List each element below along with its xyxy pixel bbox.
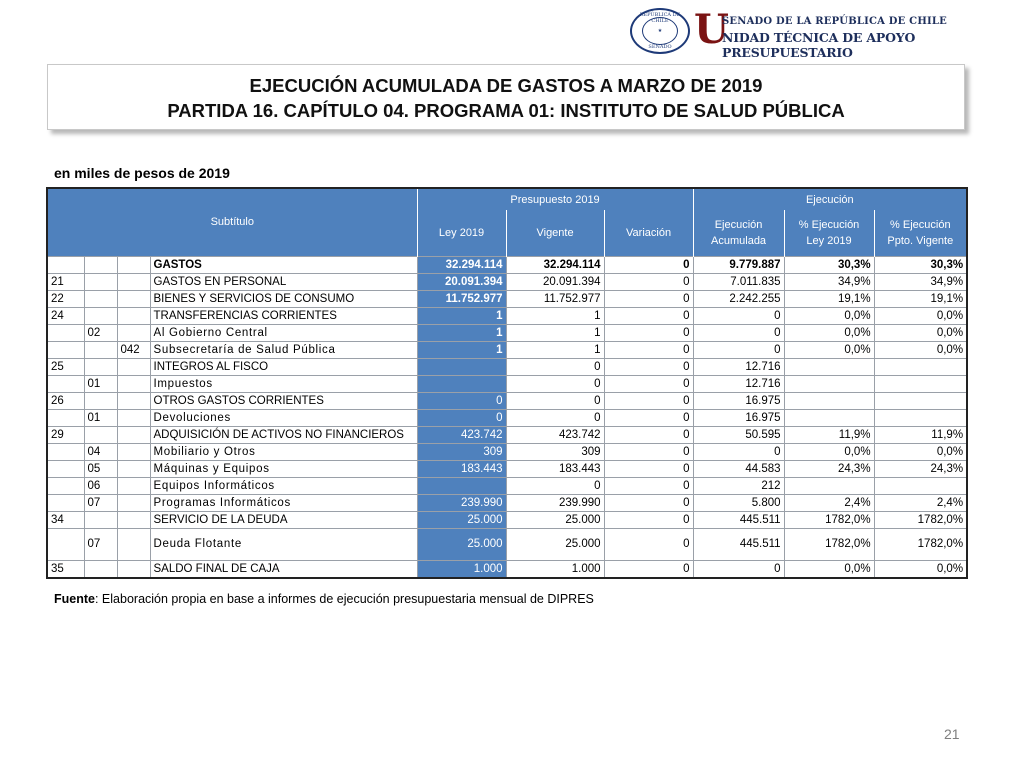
cell-ley: 1 (417, 307, 506, 324)
cell-denominacion: Al Gobierno Central (150, 324, 417, 341)
cell-vigente: 25.000 (506, 528, 604, 560)
cell-item: 02 (84, 324, 117, 341)
cell-pct-ley: 0,0% (784, 341, 874, 358)
cell-subtitulo: 29 (47, 426, 84, 443)
cell-subtitulo (47, 256, 84, 273)
cell-variacion: 0 (604, 273, 693, 290)
cell-asignacion: 042 (117, 341, 150, 358)
table-row (47, 256, 967, 273)
cell-subtitulo: 24 (47, 307, 84, 324)
cell-pct-vigente (874, 375, 967, 392)
seal-bottom-text: SENADO (648, 44, 672, 50)
cell-pct-vigente (874, 409, 967, 426)
cell-pct-ley: 19,1% (784, 290, 874, 307)
cell-ley: 1 (417, 341, 506, 358)
cell-denominacion: SALDO FINAL DE CAJA (150, 560, 417, 578)
cell-vigente: 1 (506, 341, 604, 358)
cell-item: 01 (84, 409, 117, 426)
header-presupuesto: Presupuesto 2019 (417, 188, 693, 210)
cell-pct-vigente: 30,3% (874, 256, 967, 273)
cell-item (84, 273, 117, 290)
cell-ley: 0 (417, 409, 506, 426)
cell-subtitulo (47, 477, 84, 494)
source-label: Fuente (54, 592, 95, 606)
cell-ejecucion: 0 (693, 341, 784, 358)
cell-denominacion: BIENES Y SERVICIOS DE CONSUMO (150, 290, 417, 307)
cell-variacion: 0 (604, 409, 693, 426)
cell-subtitulo: 22 (47, 290, 84, 307)
cell-pct-ley: 2,4% (784, 494, 874, 511)
cell-denominacion: Equipos Informáticos (150, 477, 417, 494)
cell-pct-ley: 11,9% (784, 426, 874, 443)
cell-subtitulo (47, 460, 84, 477)
cell-vigente: 20.091.394 (506, 273, 604, 290)
seal-star-icon: ★ (642, 17, 678, 45)
cell-ley: 20.091.394 (417, 273, 506, 290)
cell-asignacion (117, 477, 150, 494)
cell-pct-ley (784, 358, 874, 375)
cell-denominacion: Deuda Flotante (150, 528, 417, 560)
seal-top-text: REPÚBLICA DE CHILE (639, 12, 681, 24)
cell-pct-ley: 1782,0% (784, 511, 874, 528)
cell-ejecucion: 212 (693, 477, 784, 494)
cell-vigente: 239.990 (506, 494, 604, 511)
cell-asignacion (117, 392, 150, 409)
header-subtitulo: Subtítulo (47, 188, 417, 256)
header-variacion: Variación (604, 210, 693, 256)
cell-vigente: 309 (506, 443, 604, 460)
source-text: : Elaboración propia en base a informes de ejecución presupuestaria mensual de DIPRES (94, 592, 594, 606)
table-row (47, 273, 967, 290)
cell-asignacion (117, 290, 150, 307)
cell-pct-vigente: 34,9% (874, 273, 967, 290)
cell-item (84, 256, 117, 273)
cell-ejecucion: 44.583 (693, 460, 784, 477)
cell-ley: 1.000 (417, 560, 506, 578)
header-pct-vig-line2: Ppto. Vigente (887, 234, 954, 247)
cell-asignacion (117, 273, 150, 290)
table-row (47, 477, 967, 494)
cell-variacion: 0 (604, 494, 693, 511)
title-box (47, 64, 965, 130)
cell-asignacion (117, 511, 150, 528)
cell-vigente: 25.000 (506, 511, 604, 528)
table-row (47, 528, 967, 560)
cell-pct-ley: 1782,0% (784, 528, 874, 560)
cell-item (84, 341, 117, 358)
cell-item: 06 (84, 477, 117, 494)
cell-item: 04 (84, 443, 117, 460)
cell-item: 01 (84, 375, 117, 392)
cell-vigente: 1 (506, 324, 604, 341)
cell-denominacion: GASTOS EN PERSONAL (150, 273, 417, 290)
cell-pct-vigente: 1782,0% (874, 511, 967, 528)
cell-item: 05 (84, 460, 117, 477)
table-row (47, 443, 967, 460)
cell-variacion: 0 (604, 341, 693, 358)
cell-variacion: 0 (604, 477, 693, 494)
cell-ejecucion: 9.779.887 (693, 256, 784, 273)
cell-pct-vigente: 2,4% (874, 494, 967, 511)
cell-ejecucion: 2.242.255 (693, 290, 784, 307)
cell-pct-vigente: 0,0% (874, 324, 967, 341)
cell-variacion: 0 (604, 392, 693, 409)
cell-vigente: 0 (506, 392, 604, 409)
cell-ejecucion: 445.511 (693, 511, 784, 528)
cell-denominacion: Programas Informáticos (150, 494, 417, 511)
table-row (47, 375, 967, 392)
cell-pct-vigente: 0,0% (874, 307, 967, 324)
cell-vigente: 0 (506, 358, 604, 375)
table-row (47, 392, 967, 409)
cell-pct-ley (784, 392, 874, 409)
cell-variacion: 0 (604, 528, 693, 560)
cell-denominacion: INTEGROS AL FISCO (150, 358, 417, 375)
cell-variacion: 0 (604, 290, 693, 307)
cell-pct-vigente: 24,3% (874, 460, 967, 477)
cell-item (84, 307, 117, 324)
cell-vigente: 423.742 (506, 426, 604, 443)
header-ley: Ley 2019 (417, 210, 506, 256)
title-line2: PARTIDA 16. CAPÍTULO 04. PROGRAMA 01: INSTITUTO DE SALUD PÚBLICA (167, 100, 845, 121)
cell-denominacion: Mobiliario y Otros (150, 443, 417, 460)
cell-item (84, 290, 117, 307)
cell-ley: 25.000 (417, 511, 506, 528)
table-row (47, 511, 967, 528)
cell-vigente: 1 (506, 307, 604, 324)
cell-ejecucion: 445.511 (693, 528, 784, 560)
cell-subtitulo (47, 528, 84, 560)
cell-item: 07 (84, 528, 117, 560)
cell-asignacion (117, 426, 150, 443)
cell-ley: 183.443 (417, 460, 506, 477)
cell-ejecucion: 0 (693, 443, 784, 460)
cell-ejecucion: 0 (693, 560, 784, 578)
cell-variacion: 0 (604, 460, 693, 477)
cell-denominacion: SERVICIO DE LA DEUDA (150, 511, 417, 528)
cell-item: 07 (84, 494, 117, 511)
cell-asignacion (117, 443, 150, 460)
cell-ley: 25.000 (417, 528, 506, 560)
cell-vigente: 1.000 (506, 560, 604, 578)
cell-asignacion (117, 324, 150, 341)
cell-subtitulo: 21 (47, 273, 84, 290)
title-line1: EJECUCIÓN ACUMULADA DE GASTOS A MARZO DE 2019 (249, 75, 763, 96)
cell-pct-vigente (874, 477, 967, 494)
cell-ley: 309 (417, 443, 506, 460)
cell-ley (417, 358, 506, 375)
cell-pct-ley: 0,0% (784, 307, 874, 324)
header-pct-ley-line2: Ley 2019 (806, 234, 852, 247)
cell-pct-ley: 24,3% (784, 460, 874, 477)
cell-pct-vigente: 19,1% (874, 290, 967, 307)
cell-asignacion (117, 560, 150, 578)
cell-vigente: 0 (506, 409, 604, 426)
cell-asignacion (117, 307, 150, 324)
cell-subtitulo: 34 (47, 511, 84, 528)
cell-pct-vigente (874, 392, 967, 409)
page-number: 21 (944, 726, 960, 742)
brand-line1: SENADO DE LA REPÚBLICA DE CHILE (722, 16, 947, 27)
cell-denominacion: Devoluciones (150, 409, 417, 426)
cell-item (84, 511, 117, 528)
cell-ejecucion: 12.716 (693, 375, 784, 392)
cell-pct-ley (784, 477, 874, 494)
cell-pct-vigente: 1782,0% (874, 528, 967, 560)
cell-pct-ley (784, 375, 874, 392)
header-pct-ley-line1: % Ejecución (798, 218, 860, 231)
cell-variacion: 0 (604, 358, 693, 375)
cell-ejecucion: 16.975 (693, 392, 784, 409)
cell-pct-ley (784, 409, 874, 426)
cell-variacion: 0 (604, 511, 693, 528)
cell-variacion: 0 (604, 443, 693, 460)
table-row (47, 307, 967, 324)
cell-pct-vigente: 0,0% (874, 443, 967, 460)
cell-variacion: 0 (604, 307, 693, 324)
table-row (47, 324, 967, 341)
cell-pct-vigente: 0,0% (874, 560, 967, 578)
cell-vigente: 0 (506, 375, 604, 392)
header-pct-vig-line1: % Ejecución (890, 218, 951, 231)
table-header (47, 188, 967, 256)
cell-asignacion (117, 409, 150, 426)
cell-pct-vigente: 0,0% (874, 341, 967, 358)
cell-ejecucion: 12.716 (693, 358, 784, 375)
header-ejec-acum-line2: Acumulada (711, 234, 767, 247)
cell-pct-ley: 0,0% (784, 443, 874, 460)
header-vigente: Vigente (506, 210, 604, 256)
cell-variacion: 0 (604, 375, 693, 392)
cell-asignacion (117, 528, 150, 560)
cell-denominacion: ADQUISICIÓN DE ACTIVOS NO FINANCIEROS (150, 426, 417, 443)
cell-pct-ley: 0,0% (784, 560, 874, 578)
cell-ley: 32.294.114 (417, 256, 506, 273)
table-body (47, 256, 967, 578)
cell-asignacion (117, 256, 150, 273)
cell-denominacion: Máquinas y Equipos (150, 460, 417, 477)
header-ejecucion-acumulada (693, 210, 784, 256)
cell-ley: 239.990 (417, 494, 506, 511)
cell-denominacion: TRANSFERENCIAS CORRIENTES (150, 307, 417, 324)
cell-ley: 423.742 (417, 426, 506, 443)
table-row (47, 494, 967, 511)
cell-subtitulo (47, 443, 84, 460)
cell-item (84, 560, 117, 578)
header-pct-ley (784, 210, 874, 256)
header-ejec-acum-line1: Ejecución (714, 218, 763, 231)
cell-asignacion (117, 494, 150, 511)
header-ejecucion: Ejecución (693, 188, 967, 210)
cell-ley: 1 (417, 324, 506, 341)
cell-pct-ley: 30,3% (784, 256, 874, 273)
cell-subtitulo (47, 409, 84, 426)
header-pct-vigente (874, 210, 967, 256)
cell-ley (417, 375, 506, 392)
table-row (47, 460, 967, 477)
cell-pct-ley: 0,0% (784, 324, 874, 341)
cell-vigente: 0 (506, 477, 604, 494)
cell-denominacion: OTROS GASTOS CORRIENTES (150, 392, 417, 409)
cell-asignacion (117, 358, 150, 375)
cell-denominacion: Impuestos (150, 375, 417, 392)
cell-subtitulo: 35 (47, 560, 84, 578)
cell-subtitulo: 26 (47, 392, 84, 409)
table-row (47, 426, 967, 443)
cell-ejecucion: 50.595 (693, 426, 784, 443)
cell-subtitulo (47, 341, 84, 358)
cell-vigente: 183.443 (506, 460, 604, 477)
table-row (47, 358, 967, 375)
cell-asignacion (117, 460, 150, 477)
cell-subtitulo (47, 494, 84, 511)
cell-denominacion: Subsecretaría de Salud Pública (150, 341, 417, 358)
cell-ley: 0 (417, 392, 506, 409)
table-row (47, 290, 967, 307)
brand-initial: U (694, 6, 729, 53)
cell-ley: 11.752.977 (417, 290, 506, 307)
cell-item (84, 358, 117, 375)
cell-variacion: 0 (604, 256, 693, 273)
cell-vigente: 32.294.114 (506, 256, 604, 273)
cell-ejecucion: 5.800 (693, 494, 784, 511)
cell-item (84, 392, 117, 409)
cell-pct-vigente: 11,9% (874, 426, 967, 443)
cell-subtitulo (47, 324, 84, 341)
table-row (47, 560, 967, 578)
cell-vigente: 11.752.977 (506, 290, 604, 307)
cell-subtitulo: 25 (47, 358, 84, 375)
cell-denominacion: GASTOS (150, 256, 417, 273)
cell-ejecucion: 0 (693, 324, 784, 341)
brand-line2: NIDAD TÉCNICA DE APOYO PRESUPUESTARIO (722, 30, 916, 60)
senate-seal-logo (630, 8, 690, 54)
cell-ejecucion: 16.975 (693, 409, 784, 426)
source-note (54, 592, 594, 606)
cell-ley (417, 477, 506, 494)
cell-ejecucion: 0 (693, 307, 784, 324)
cell-asignacion (117, 375, 150, 392)
cell-ejecucion: 7.011.835 (693, 273, 784, 290)
cell-subtitulo (47, 375, 84, 392)
cell-variacion: 0 (604, 324, 693, 341)
cell-variacion: 0 (604, 426, 693, 443)
table-row (47, 341, 967, 358)
units-label: en miles de pesos de 2019 (54, 165, 230, 181)
budget-table (46, 187, 968, 579)
cell-variacion: 0 (604, 560, 693, 578)
table-row (47, 409, 967, 426)
cell-pct-vigente (874, 358, 967, 375)
cell-item (84, 426, 117, 443)
cell-pct-ley: 34,9% (784, 273, 874, 290)
